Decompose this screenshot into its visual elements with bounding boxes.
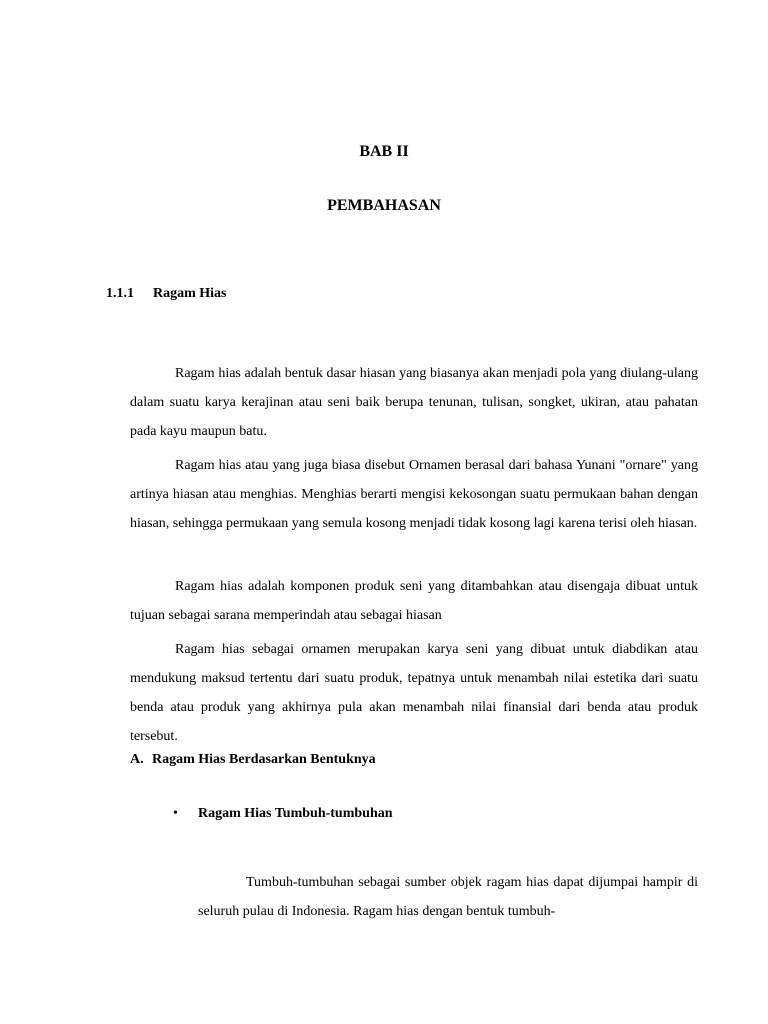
section-heading bbox=[106, 286, 227, 302]
chapter-number: BAB II bbox=[359, 143, 409, 160]
section-title: Ragam Hias bbox=[153, 286, 227, 301]
section-number: 1.1.1 bbox=[106, 286, 134, 301]
paragraph-4: Ragam hias sebagai ornamen merupakan karya seni yang dibuat untuk diabdikan atau mendukung maksud tertentu dari suatu produk, tepatnya untuk menambah nilai estetika dari suatu benda atau produk yang akhirnya pula akan menambah nilai finansial dari benda atau produk tersebut. bbox=[130, 642, 698, 744]
bullet-heading bbox=[173, 806, 393, 822]
bullet-icon: • bbox=[173, 806, 178, 821]
subsection-letter: A. bbox=[130, 752, 144, 767]
chapter-title: PEMBAHASAN bbox=[327, 197, 441, 214]
paragraph-1: Ragam hias adalah bentuk dasar hiasan yang biasanya akan menjadi pola yang diulang-ulang dalam suatu karya kerajinan atau seni baik berupa tenunan, tulisan, songket, ukiran, atau pahatan pada kayu maupun batu. bbox=[130, 366, 698, 439]
paragraph-2: Ragam hias atau yang juga biasa disebut Ornamen berasal dari bahasa Yunani "ornare" yang artinya hiasan atau menghias. Menghias berarti mengisi kekosongan suatu permukaan bahan dengan hiasan, sehingga permukaan yang semula kosong menjadi tidak kosong lagi karena terisi oleh hiasan. bbox=[130, 458, 698, 531]
paragraph-3: Ragam hias adalah komponen produk seni yang ditambahkan atau disengaja dibuat untuk tujuan sebagai sarana memperindah atau sebagai hiasan bbox=[130, 579, 698, 623]
subsection-title: Ragam Hias Berdasarkan Bentuknya bbox=[152, 752, 376, 767]
subsection-heading bbox=[130, 752, 376, 768]
bullet-title: Ragam Hias Tumbuh-tumbuhan bbox=[198, 806, 393, 821]
bullet-paragraph: Tumbuh-tumbuhan sebagai sumber objek ragam hias dapat dijumpai hampir di seluruh pulau di Indonesia. Ragam hias dengan bentuk tumbuh- bbox=[198, 875, 698, 919]
